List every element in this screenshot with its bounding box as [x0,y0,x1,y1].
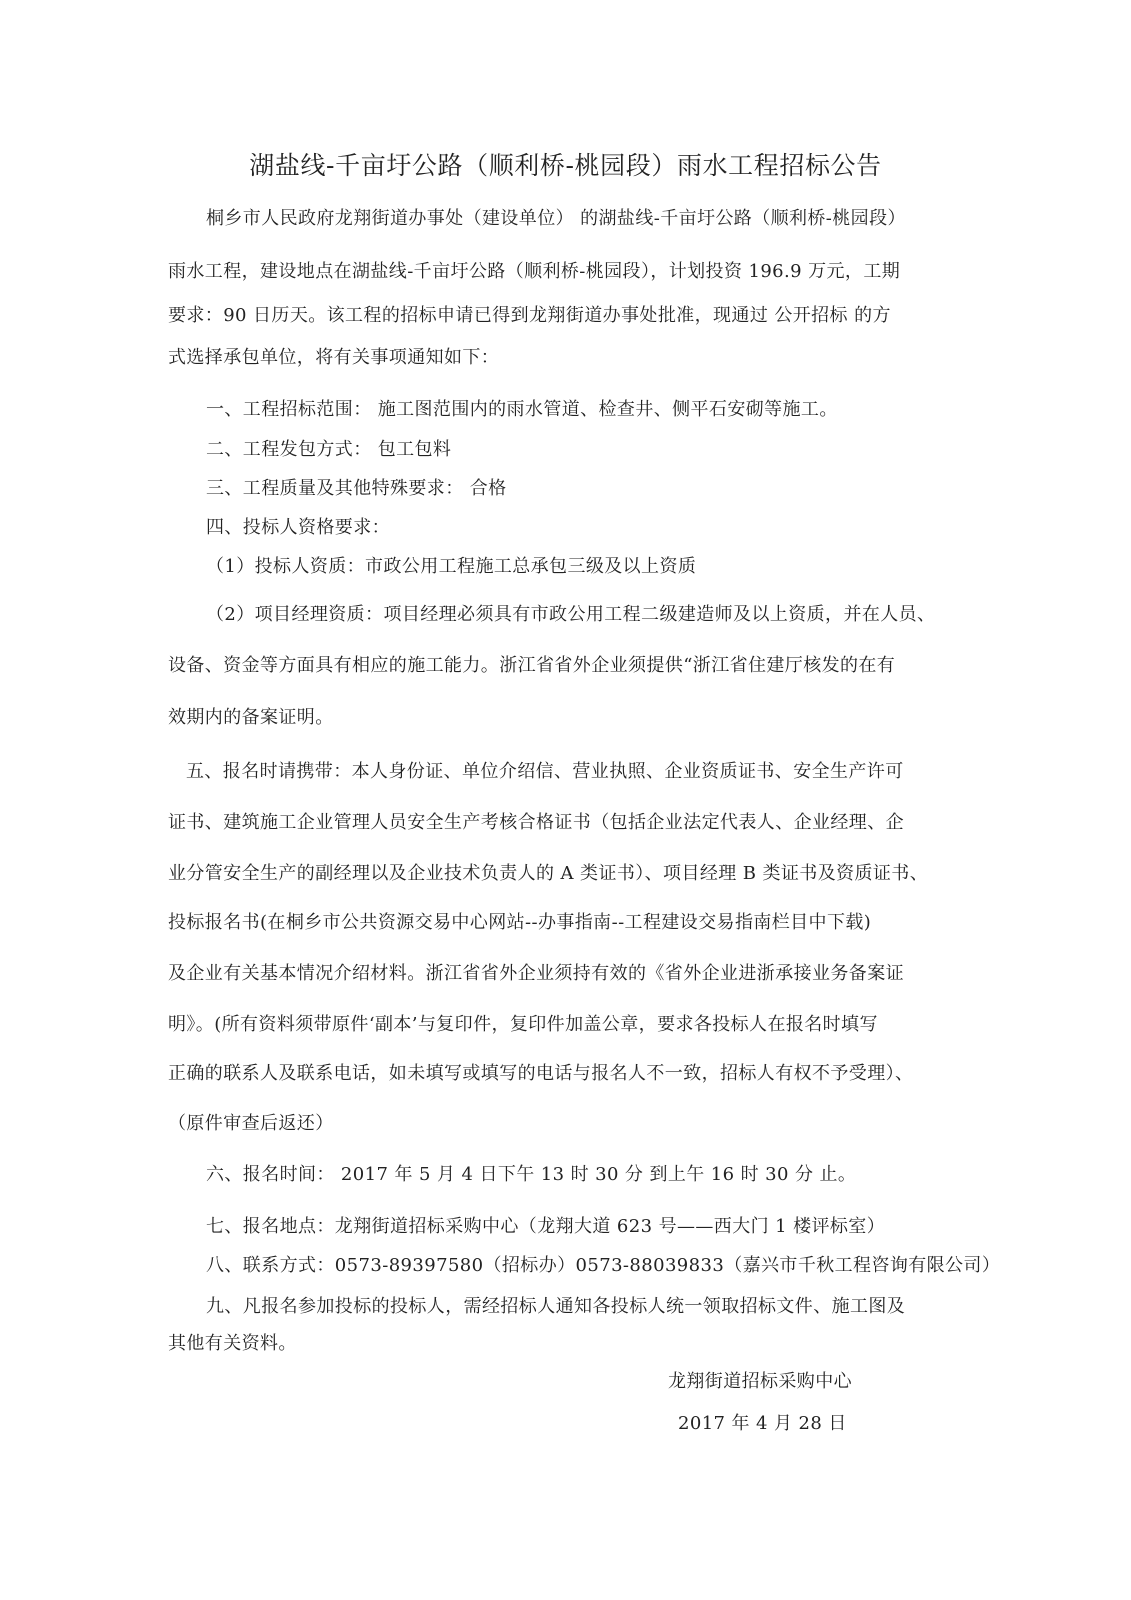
item-bidding-docs-line-2: 其他有关资料。 [168,1333,297,1354]
intro-line-2: 雨水工程，建设地点在湖盐线-千亩圩公路（顺利桥-桃园段），计划投资 196.9 万元，工期 [168,261,901,282]
item-contact: 八、联系方式：0573-89397580（招标办）0573-88039833（嘉兴市千秋工程咨询有限公司） [206,1255,1001,1276]
item-materials-line-2: 证书、建筑施工企业管理人员安全生产考核合格证书（包括企业法定代表人、企业经理、企 [168,812,904,833]
signature-date: 2017 年 4 月 28 日 [678,1413,847,1434]
signature-organization: 龙翔街道招标采购中心 [668,1371,852,1392]
intro-line-4: 式选择承包单位，将有关事项通知如下： [168,347,500,368]
item-materials-line-7: 正确的联系人及联系电话，如未填写或填写的电话与报名人不一致，招标人有权不予受理）、 [168,1063,914,1084]
item-materials-line-6: 明》。(所有资料须带原件‘副本’与复印件，复印件加盖公章，要求各投标人在报名时填写 [168,1014,878,1035]
item-qualification-heading: 四、投标人资格要求： [206,517,390,538]
item-materials-line-3: 业分管安全生产的副经理以及企业技术负责人的 A 类证书）、项目经理 B 类证书及资质证书、 [168,863,929,884]
item-registration-time: 六、报名时间： 2017 年 5 月 4 日下午 13 时 30 分 到上午 16 时 30 分 止。 [206,1164,857,1185]
item-qualification-bidder: （1）投标人资质：市政公用工程施工总承包三级及以上资质 [206,556,697,577]
intro-line-3: 要求：90 日历天。该工程的招标申请已得到龙翔街道办事处批准，现通过 公开招标 的方 [168,305,891,326]
item-scope: 一、工程招标范围： 施工图范围内的雨水管道、检查井、侧平石安砌等施工。 [206,399,838,420]
intro-line-1: 桐乡市人民政府龙翔街道办事处（建设单位） 的湖盐线-千亩圩公路（顺利桥-桃园段） [206,208,906,229]
item-qualification-manager-line-1: （2）项目经理资质：项目经理必须具有市政公用工程二级建造师及以上资质，并在人员、 [206,604,936,625]
document-title: 湖盐线-千亩圩公路（顺利桥-桃园段）雨水工程招标公告 [249,151,882,180]
item-quality: 三、工程质量及其他特殊要求： 合格 [206,478,507,499]
item-contract-mode: 二、工程发包方式： 包工包料 [206,439,452,460]
item-registration-place: 七、报名地点：龙翔街道招标采购中心（龙翔大道 623 号——西大门 1 楼评标室） [206,1216,886,1237]
item-materials-line-1: 五、报名时请携带：本人身份证、单位介绍信、营业执照、企业资质证书、安全生产许可 [186,761,904,782]
item-qualification-manager-line-2: 设备、资金等方面具有相应的施工能力。浙江省省外企业须提供“浙江省住建厅核发的在有 [168,655,896,676]
item-qualification-manager-line-3: 效期内的备案证明。 [168,707,334,728]
item-materials-line-4: 投标报名书(在桐乡市公共资源交易中心网站--办事指南--工程建设交易指南栏目中下载) [168,912,872,933]
item-bidding-docs-line-1: 九、凡报名参加投标的投标人，需经招标人通知各投标人统一领取招标文件、施工图及 [206,1296,906,1317]
item-materials-line-5: 及企业有关基本情况介绍材料。浙江省省外企业须持有效的《省外企业进浙承接业务备案证 [168,963,904,984]
item-materials-line-8: （原件审查后返还） [168,1113,334,1134]
